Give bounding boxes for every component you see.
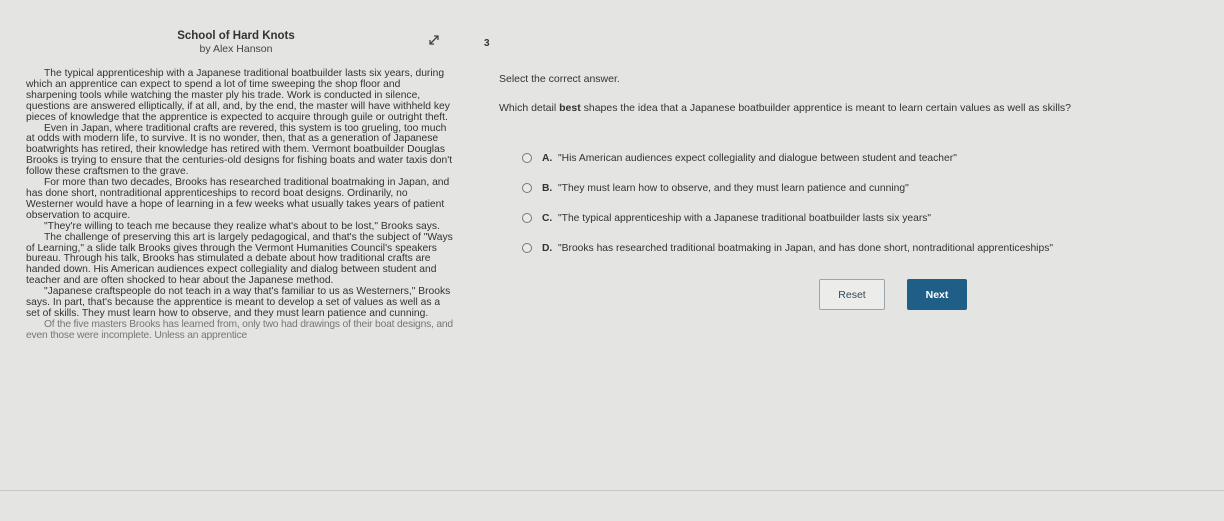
- choice-letter: D.: [542, 242, 553, 254]
- passage-body[interactable]: [26, 69, 454, 342]
- radio-unselected-icon[interactable]: [522, 243, 532, 253]
- passage-paragraph: "They're willing to teach me because they realize what's about to be lost," Brooks says.: [44, 220, 440, 232]
- next-button[interactable]: Next: [907, 279, 967, 310]
- answer-choice-a[interactable]: [522, 143, 1212, 173]
- question-stem-end: shapes the idea that a Japanese boatbuilder apprentice is meant to learn certain values as well as skills?: [580, 102, 1071, 114]
- passage-paragraph: "Japanese craftspeople do not teach in a way that's familiar to us as Westerners," Brooks says. In part, that's because the apprentice is meant to develop a set of values as well as a set of skills. They must learn how to observe, and they must learn patience and cunning.: [26, 286, 451, 319]
- answer-choice-b[interactable]: [522, 173, 1212, 203]
- expand-arrows-icon[interactable]: [424, 30, 444, 50]
- question-stem: [499, 102, 1219, 114]
- passage-paragraph: Of the five masters Brooks has learned from, only two had drawings of their boat designs, and even those were incomplete. Unless an apprentice: [26, 318, 453, 341]
- choice-text: "They must learn how to observe, and they must learn patience and cunning": [558, 182, 909, 194]
- answer-choice-d[interactable]: [522, 233, 1212, 263]
- passage-title: School of Hard Knots: [177, 30, 295, 42]
- passage-author: by Alex Hanson: [199, 43, 273, 55]
- question-stem-start: Which detail: [499, 102, 560, 114]
- passage-paragraph: For more than two decades, Brooks has researched traditional boatmaking in Japan, and has done short, nontraditional apprenticeships to record boat designs. Ordinarily, no Westerner would have a hope of learning in a few weeks what usually takes years of patient observation to acquire.: [26, 177, 450, 221]
- question-panel: [470, 0, 1224, 521]
- choice-text: "His American audiences expect collegiality and dialogue between student and teacher": [558, 152, 957, 164]
- answer-choices: [522, 143, 1212, 263]
- answer-choice-c[interactable]: [522, 203, 1212, 233]
- reading-passage: [0, 0, 470, 521]
- radio-unselected-icon[interactable]: [522, 183, 532, 193]
- question-instruction: Select the correct answer.: [499, 73, 620, 85]
- choice-letter: C.: [542, 212, 553, 224]
- passage-paragraph: The typical apprenticeship with a Japanese traditional boatbuilder lasts six years, during which an apprentice can expect to spend a lot of time sweeping the shop floor and sharpening tools while watching the master ply his trade. Work is conducted in silence, questions are answered elliptically, if at all, and, by the end, the master will have withheld key pieces of knowledge that the apprentice is expected to acquire through guile or outright theft.: [26, 68, 450, 123]
- question-number: 3: [484, 38, 490, 49]
- passage-paragraph: Even in Japan, where traditional crafts are revered, this system is too grueling, too much at odds with modern life, to survive. It is no wonder, then, that as a generation of Japanese boatwrights has retired, their knowledge has retired with them. Vermont boatbuilder Douglas Brooks is trying to ensure that the centuries-old designs for fishing boats and water taxis don't follow these craftsmen to the grave.: [26, 122, 453, 178]
- choice-text: "Brooks has researched traditional boatmaking in Japan, and has done short, nontraditional apprenticeships": [558, 242, 1054, 254]
- reset-button[interactable]: Reset: [819, 279, 885, 310]
- radio-unselected-icon[interactable]: [522, 213, 532, 223]
- choice-text: "The typical apprenticeship with a Japanese traditional boatbuilder lasts six years": [558, 212, 932, 224]
- radio-unselected-icon[interactable]: [522, 153, 532, 163]
- choice-letter: B.: [542, 182, 553, 194]
- passage-paragraph: The challenge of preserving this art is largely pedagogical, and that's the subject of "Ways of Learning," a slide talk Brooks gives through the Vermont Humanities Council's speakers bureau. Through his talk, Brooks has stimulated a debate about how traditional crafts are handed down. His American audiences expect collegiality and dialog between student and teacher and are often shocked to hear about the Japanese method.: [26, 231, 453, 287]
- question-stem-emphasis: best: [559, 102, 581, 114]
- choice-letter: A.: [542, 152, 553, 164]
